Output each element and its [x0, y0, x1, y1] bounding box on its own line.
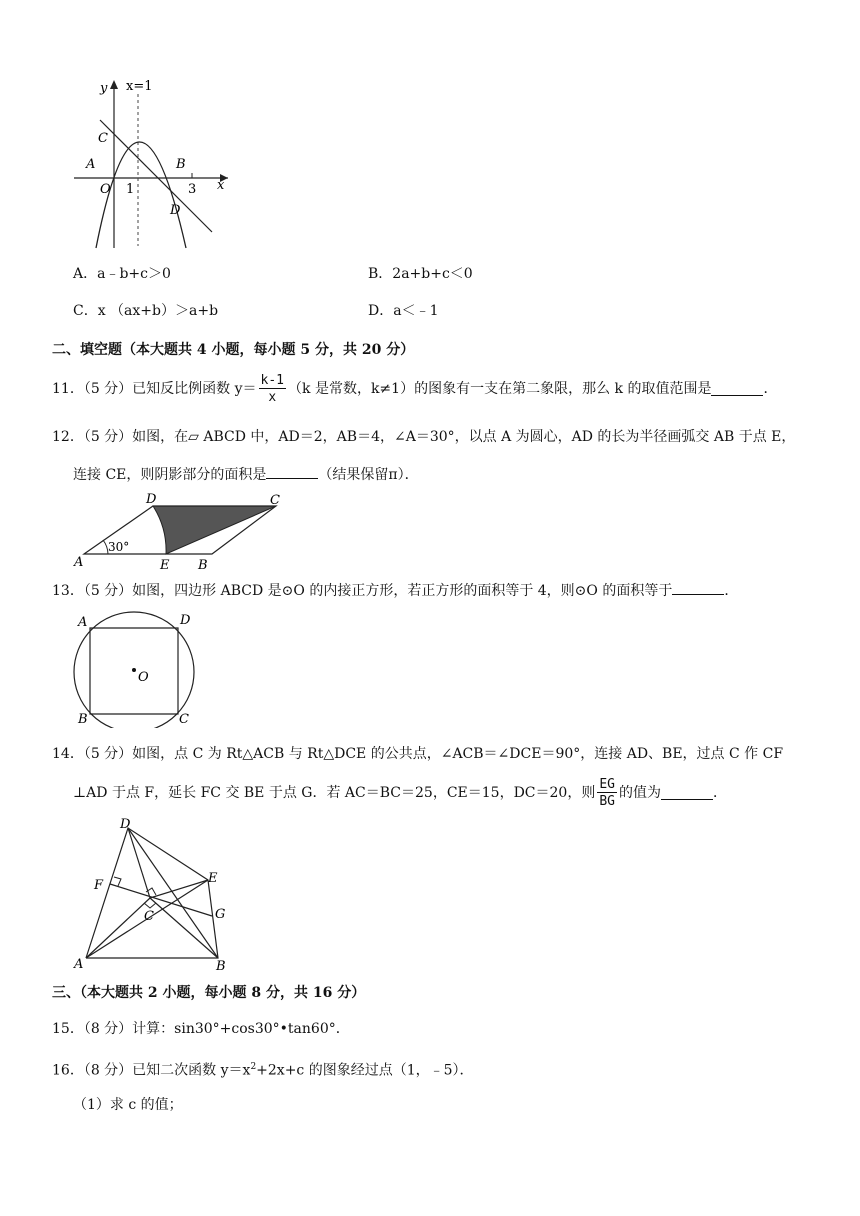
q11-answer-blank: [711, 383, 763, 396]
fig12-label-a: A: [74, 555, 84, 570]
q14-figure: [70, 816, 240, 974]
point-b-label: B: [176, 157, 186, 172]
fig12-label-c: C: [270, 493, 280, 508]
question-13: [52, 582, 738, 600]
q11-fraction: [259, 374, 286, 404]
point-a-label: A: [86, 157, 96, 172]
q14-line-2: [73, 778, 727, 808]
fig14-label-c: C: [144, 909, 154, 924]
q16-text-before: 16．（8 分）已知二次函数 y＝x: [52, 1062, 251, 1079]
q12-text-before: 连接 CE，则阴影部分的面积是: [73, 467, 267, 483]
question-11: [52, 374, 777, 404]
y-axis-arrow: [110, 80, 118, 89]
q13-figure: [68, 610, 208, 728]
q11-fraction-denominator: x: [268, 390, 277, 405]
q13-answer-blank: [672, 582, 724, 595]
origin-label: O: [100, 182, 111, 197]
fig14-label-a: A: [74, 957, 84, 972]
fig13-label-c: C: [179, 712, 189, 727]
question-15: 15．（8 分）计算：sin30°+cos30°•tan60°．: [52, 1021, 350, 1037]
q14-answer-blank: [661, 787, 713, 800]
angle-30-label: 30°: [108, 540, 130, 554]
x-label: x: [217, 178, 225, 193]
x-eq-1-label: x=1: [126, 79, 153, 94]
q12-text-after: （结果保留π）．: [318, 467, 419, 483]
q16-text-after: +2x+c 的图象经过点（1，﹣5）．: [256, 1062, 474, 1079]
q12-line-1: 12．（5 分）如图，在▱ ABCD 中，AD＝2，AB＝4，∠A＝30°，以点 A 为圆心，AD 的长为半径画弧交 AB 于点 E，: [52, 429, 796, 445]
line-cd: [100, 120, 212, 232]
fig13-label-o: O: [138, 670, 149, 685]
fig13-label-a: A: [78, 615, 88, 630]
fig12-label-b: B: [198, 558, 208, 572]
q13-text-before: 13．（5 分）如图，四边形 ABCD 是⊙O 的内接正方形，若正方形的面积等于 4，则⊙O 的面积等于: [52, 583, 673, 599]
fig14-label-e: E: [208, 871, 218, 886]
quad-adeb: [86, 828, 218, 958]
q14-text-after: 的值为: [618, 785, 661, 801]
fig14-label-g: G: [215, 907, 226, 922]
section-3-title: 三、（本大题共 2 小题，每小题 8 分，共 16 分）: [52, 985, 366, 1001]
q10-graph: [60, 72, 260, 254]
q14-text-end: ．: [712, 785, 727, 801]
q12-line-2: [73, 466, 419, 484]
y-label: y: [100, 81, 108, 96]
q11-text-after: （k 是常数，k≠1）的图象有一支在第二象限，那么 k 的取值范围是: [288, 381, 712, 397]
fig12-label-d: D: [146, 492, 157, 507]
q16-superscript: 2: [250, 1062, 257, 1072]
q11-text-end: ．: [763, 381, 778, 397]
section-2-title: 二、填空题（本大题共 4 小题，每小题 5 分，共 20 分）: [52, 342, 415, 358]
q12-answer-blank: [266, 466, 318, 479]
q10-option-d: D．a＜﹣1: [368, 303, 439, 319]
fig13-label-d: D: [180, 613, 191, 628]
fig12-label-e: E: [160, 558, 170, 572]
q13-text-after: ．: [724, 583, 739, 599]
q16-part-1: （1）求 c 的值；: [73, 1097, 183, 1113]
q14-text-before: ⊥AD 于点 F，延长 FC 交 BE 于点 G．若 AC＝BC＝25，CE＝15，DC＝20，则: [73, 785, 596, 801]
fig14-label-f: F: [94, 878, 104, 893]
q14-fraction-denominator: BG: [599, 794, 615, 809]
point-d-label: D: [170, 203, 181, 218]
q14-fraction-numerator: EG: [599, 777, 615, 792]
center-o-dot: [132, 668, 136, 672]
fig13-label-b: B: [78, 712, 88, 727]
fig14-label-b: B: [216, 959, 226, 974]
point-c-label: C: [98, 131, 108, 146]
tick-1-label: 1: [126, 182, 135, 197]
q11-text-before: 11．（5 分）已知反比例函数 y＝: [52, 381, 257, 397]
q10-option-a: A．a﹣b+c＞0: [73, 266, 171, 282]
q12-figure: [70, 492, 290, 572]
question-16: [52, 1058, 474, 1080]
shaded-region: [153, 506, 276, 554]
q14-line-1: 14．（5 分）如图，点 C 为 Rt△ACB 与 Rt△DCE 的公共点，∠ACB＝∠DCE＝90°，连接 AD、BE，过点 C 作 CF: [52, 746, 784, 762]
q10-option-b: B．2a+b+c＜0: [368, 266, 473, 282]
q10-option-c: C．x （ax+b）＞a+b: [73, 303, 219, 319]
tick-3-label: 3: [188, 182, 197, 197]
q14-fraction: [597, 778, 617, 808]
q11-fraction-numerator: k-1: [260, 373, 285, 388]
fig14-label-d: D: [120, 817, 131, 832]
